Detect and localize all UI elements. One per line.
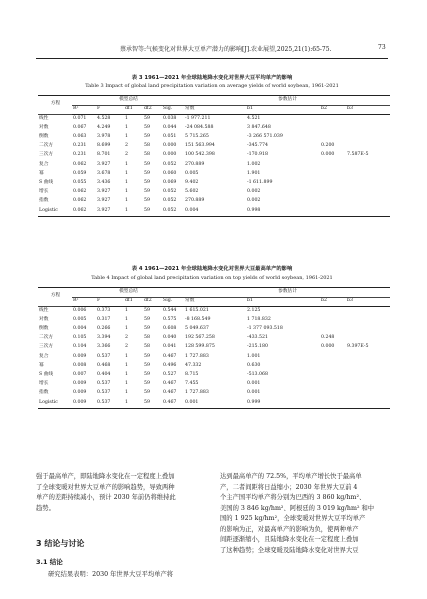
table-cell (346, 325, 390, 334)
table-cell: 2 (125, 335, 128, 341)
table-cell: 1 (125, 198, 128, 204)
table-cell: 0.059 (73, 170, 87, 176)
table-cell: 8.715 (185, 372, 199, 378)
table-cell: -8 168.549 (185, 316, 211, 322)
table-cell: 4.249 (97, 124, 111, 130)
text-line: 强于最高单产，即陆地降水变化在一定程度上叠加 (36, 473, 175, 480)
table-cell: 1 (125, 353, 128, 359)
table-cell: 1 (125, 124, 128, 130)
table-cell: 59 (143, 206, 162, 216)
table-cell (320, 325, 346, 334)
row-label: 增长 (39, 381, 49, 387)
table-cell: 1 (125, 161, 128, 167)
table-cell: 0.373 (97, 307, 111, 313)
table-cell (346, 316, 390, 325)
table-cell: 1 (125, 390, 128, 396)
running-header (0, 44, 427, 58)
table-cell: 0.467 (162, 398, 184, 408)
table4-col-header: F (96, 297, 124, 306)
table-row (38, 179, 390, 188)
table-cell: 0.404 (97, 372, 111, 378)
table-cell: 0.266 (97, 326, 111, 332)
table-cell: 3.927 (96, 206, 124, 216)
table-cell: 0.008 (73, 362, 87, 368)
table-cell: 7.455 (185, 381, 199, 387)
row-label: 指数 (39, 390, 49, 396)
table-cell: 128 599.875 (185, 344, 215, 350)
table-row (38, 371, 390, 380)
table-cell: 0.630 (247, 362, 261, 368)
table-cell (320, 389, 346, 398)
row-label: 对数 (39, 124, 49, 130)
table4 (38, 287, 390, 409)
table-cell: 0.608 (163, 326, 177, 332)
table-cell (320, 362, 346, 371)
table-cell: 0.537 (96, 398, 124, 408)
table-cell: 0.527 (163, 372, 177, 378)
table-cell: 0.998 (246, 206, 320, 216)
table-row (38, 316, 390, 325)
table-cell: 0.000 (163, 143, 177, 149)
table-cell: 0.231 (73, 143, 87, 149)
table-cell: -1 377 093.518 (247, 326, 283, 332)
table-cell (320, 160, 346, 169)
table-cell: 0.009 (73, 353, 87, 359)
row-label: 幂 (39, 170, 44, 176)
table4-caption-en: Table 4 Impact of global land precipitation variation on top yields of world soybean, 1961-2021 (91, 275, 333, 281)
table-cell: 1.002 (247, 161, 261, 167)
table4-param-header: 参数估计 (184, 288, 390, 298)
table-cell: 1 727.883 (185, 390, 209, 396)
table-cell (320, 124, 346, 133)
table3-model-summary-header: 模型总结 (72, 96, 184, 106)
text-line: 趋势。 (36, 504, 55, 512)
left-paragraph (36, 472, 206, 514)
table3-col-header: R² (72, 105, 96, 114)
table-cell (320, 197, 346, 206)
section-heading: 3 结论与讨论 (36, 539, 85, 548)
row-label: 指数 (39, 198, 49, 204)
table-row (38, 343, 390, 352)
table-cell: 1 727.883 (185, 353, 209, 359)
table-cell (320, 114, 346, 124)
table-cell (320, 352, 346, 361)
table-cell (320, 371, 346, 380)
row-label: 三次方 (39, 152, 54, 158)
table-cell: 8.699 (97, 143, 111, 149)
table-row (38, 362, 390, 371)
table-cell: 0.467 (163, 353, 177, 359)
table-cell: 1 (124, 398, 143, 408)
text-line: 国的 1 925 kg/hm²，全球变暖对世界大豆平均单产 (220, 515, 366, 522)
table-cell: -513.068 (247, 372, 268, 378)
table-cell: 0.009 (73, 381, 87, 387)
page-number: 73 (378, 44, 386, 51)
table-cell: 0.005 (73, 316, 87, 322)
table-cell: 59 (144, 198, 150, 204)
table-cell: 0.002 (247, 189, 261, 195)
table-cell: 0.537 (97, 390, 111, 396)
table-cell: 0.005 (185, 170, 199, 176)
table-cell (320, 170, 346, 179)
table-row (38, 124, 390, 133)
table-cell: 0.001 (247, 381, 261, 387)
table-row (38, 114, 390, 124)
table4-col-header: b1 (246, 297, 320, 306)
table-cell: 0.067 (73, 124, 87, 130)
table4-col-header: 常数 (184, 297, 246, 306)
table-cell: 0.052 (163, 198, 177, 204)
table-cell: 59 (144, 326, 150, 332)
table-cell (346, 170, 390, 179)
table-cell: 9.397E-5 (347, 344, 369, 350)
table4-col-header: df2 (143, 297, 162, 306)
table-cell: 0.200 (321, 143, 335, 149)
table-cell: 0.041 (163, 344, 177, 350)
table-cell: 59 (144, 381, 150, 387)
table-cell: 0.317 (97, 316, 111, 322)
table-cell: 9.402 (185, 180, 199, 186)
table3-col-header: F (96, 105, 124, 114)
table-cell: 0.055 (73, 180, 87, 186)
table-cell (320, 306, 346, 316)
table-cell: 0.060 (163, 170, 177, 176)
table-row (38, 197, 390, 206)
table-cell: 0.000 (321, 152, 335, 158)
row-label: 复合 (39, 353, 49, 359)
table-cell: 3.978 (97, 134, 111, 140)
table-cell: 5 715.265 (185, 134, 209, 140)
table-cell: 0.105 (73, 335, 87, 341)
table-cell (320, 133, 346, 142)
table-cell: 0.999 (246, 398, 320, 408)
table-cell: -24 084.588 (185, 124, 214, 130)
table-cell: 0.007 (73, 372, 87, 378)
table-cell: 59 (144, 170, 150, 176)
table-cell: 3.394 (97, 335, 111, 341)
table-cell: 58 (144, 143, 150, 149)
text-line: 了这种趋势；全球变暖及陆地降水变化对世界大豆 (220, 546, 359, 554)
table-cell: 0.052 (163, 161, 177, 167)
table-cell: 0.467 (163, 390, 177, 396)
table-cell: 59 (144, 124, 150, 130)
table-row (38, 160, 390, 169)
table-cell: 3.927 (97, 189, 111, 195)
row-label: 线性 (39, 115, 49, 121)
table-cell: 0.062 (73, 189, 87, 195)
table-cell (346, 142, 390, 151)
table-cell (346, 380, 390, 389)
table-cell: 0.051 (163, 134, 177, 140)
subsection-heading: 3.1 结论 (36, 558, 63, 566)
text-line: 了全球变暖对世界大豆单产的影响趋势，导致两种 (36, 483, 175, 491)
table-cell (346, 188, 390, 197)
table-cell: -1 611.899 (247, 180, 273, 186)
row-label: S 曲线 (39, 372, 54, 378)
table-cell (346, 160, 390, 169)
table3-col-header: b2 (320, 105, 346, 114)
table-cell (320, 398, 346, 408)
table-cell: 2.125 (247, 307, 261, 313)
right-paragraph (220, 472, 390, 556)
table-cell: 1.901 (247, 170, 261, 176)
text-line: 达到最高单产的 72.5%，平均单产增长快于最高单 (220, 473, 362, 480)
text-line: 的影响为正，对最高单产的影响为负，使两种单产 (220, 525, 359, 533)
text-line: 间距逐渐缩小，且陆地降水变化在一定程度上叠加 (220, 536, 359, 543)
table-cell: 1 (125, 372, 128, 378)
row-label: 复合 (39, 161, 49, 167)
table-cell: 0.575 (163, 316, 177, 322)
table-cell: 59 (144, 372, 150, 378)
table-cell: 0.062 (73, 161, 87, 167)
table-cell: 4.528 (97, 115, 111, 121)
table4-col-header: b2 (320, 297, 346, 306)
table4-col-header: b3 (346, 297, 390, 306)
table4-col-header: df1 (124, 297, 143, 306)
table4-method-header: 方程 (38, 288, 72, 307)
table-cell: 1 (125, 381, 128, 387)
table3-col-header: b1 (246, 105, 320, 114)
table-cell: 3.927 (97, 198, 111, 204)
table3-caption-en: Table 3 Impact of global land precipitation variation on average yields of world soybean, 1961-2021 (85, 83, 339, 89)
table-cell: 1 718.832 (247, 316, 271, 322)
text-line: 单产的差距持续减小，预计 2030 年前仍将维持此 (36, 494, 176, 501)
table-cell: 0.004 (73, 326, 87, 332)
row-label: 倒数 (39, 134, 49, 140)
table-cell: 0.063 (73, 134, 87, 140)
table-cell: 0.052 (162, 206, 184, 216)
table-cell: 59 (144, 353, 150, 359)
table-cell: 0.537 (97, 353, 111, 359)
table-cell: 0.006 (73, 307, 87, 313)
table-cell: 151 563.994 (185, 143, 215, 149)
table-cell (346, 197, 390, 206)
table-cell: -433.521 (247, 335, 268, 341)
table-row (38, 325, 390, 334)
table-cell: 0.071 (73, 115, 87, 121)
left-paragraph-2 (36, 570, 206, 581)
table-cell: 3.436 (97, 180, 111, 186)
table-cell: 59 (143, 398, 162, 408)
table-cell: 0.468 (97, 362, 111, 368)
table-cell (346, 206, 390, 216)
table-row (38, 142, 390, 151)
table3-col-header: df2 (143, 105, 162, 114)
row-label: 三次方 (39, 344, 54, 350)
header-rule (36, 58, 388, 59)
table-cell: 1 (125, 115, 128, 121)
table-cell (320, 380, 346, 389)
table-cell: 1 (125, 362, 128, 368)
table-cell: 47.332 (185, 362, 202, 368)
table-cell: 59 (144, 362, 150, 368)
table-cell: 4.521 (247, 115, 261, 121)
table4-model-summary-header: 模型总结 (72, 288, 184, 298)
table-cell (346, 352, 390, 361)
table-cell: 270.889 (185, 198, 205, 204)
header-citation: 蔡承智等:气候变化对世界大豆单产潜力的影响[J].农业展望,2025,21(1):65-75. (120, 46, 332, 53)
row-label: 对数 (39, 316, 49, 322)
table-cell: 0.062 (72, 206, 96, 216)
table-cell: 8.701 (97, 152, 111, 158)
table-cell: 0.000 (321, 344, 335, 350)
table-cell: 0.009 (72, 398, 96, 408)
row-label: 幂 (39, 362, 44, 368)
table-row (38, 151, 390, 160)
table-cell: 0.001 (247, 390, 261, 396)
row-label: 线性 (39, 307, 49, 313)
table-cell: 58 (144, 152, 150, 158)
table-cell: 59 (144, 161, 150, 167)
text-line: 美国的 3 846 kg/hm²、阿根廷的 3 019 kg/hm² 和中 (220, 504, 375, 512)
table-cell: 1.001 (247, 353, 261, 359)
table-cell: 192 567.258 (185, 335, 215, 341)
table-cell (320, 188, 346, 197)
table-row (38, 188, 390, 197)
table-cell: 0.544 (163, 307, 177, 313)
table-cell: 0.496 (163, 362, 177, 368)
table3-col-header: df1 (124, 105, 143, 114)
row-label: 增长 (39, 189, 49, 195)
table-cell: 59 (144, 390, 150, 396)
table-cell (346, 124, 390, 133)
row-label: Logistic (38, 206, 72, 216)
table3 (38, 95, 390, 217)
table-row (38, 306, 390, 316)
table-row (38, 133, 390, 142)
text-line: 个主产国平均单产将分别为巴西的 3 860 kg/hm²、 (220, 494, 366, 501)
table-cell: 1 (125, 134, 128, 140)
table-cell: 59 (144, 180, 150, 186)
table-cell: 0.009 (73, 390, 87, 396)
table-cell (346, 133, 390, 142)
table-cell: 0.002 (247, 198, 261, 204)
table-cell: 0.069 (163, 180, 177, 186)
table-cell: 0.537 (97, 381, 111, 387)
table-row (38, 389, 390, 398)
table3-col-header: 常数 (184, 105, 246, 114)
table-row (38, 380, 390, 389)
table-cell: 3.927 (97, 161, 111, 167)
table-cell: -170.918 (247, 152, 268, 158)
table-cell: 0.004 (184, 206, 246, 216)
table-cell (346, 179, 390, 188)
table-cell: 59 (144, 316, 150, 322)
table3-col-header: Sig. (162, 105, 184, 114)
table-cell: -3 266 571.039 (247, 134, 283, 140)
row-label: 倒数 (39, 326, 49, 332)
table-cell: -215.180 (247, 344, 268, 350)
table-cell: 59 (144, 189, 150, 195)
table4-caption-cn: 表 4 1961—2021 年全球陆地降水变化对世界大豆最高单产的影响 (131, 266, 293, 272)
table-cell (346, 398, 390, 408)
table-cell: 1 615.021 (185, 307, 209, 313)
text-line: 研究结果表明：2030 年世界大豆平均单产将 (48, 571, 174, 578)
table3-caption-cn: 表 3 1961—2021 年全球陆地降水变化对世界大豆平均单产的影响 (131, 75, 293, 81)
table-row (38, 398, 390, 408)
table-cell: 58 (144, 344, 150, 350)
table-cell: 0.052 (163, 189, 177, 195)
table-cell: 1 (125, 180, 128, 186)
table-cell: 1 (125, 307, 128, 313)
table-cell: 0.038 (163, 115, 177, 121)
table-cell: 59 (144, 134, 150, 140)
table-cell: 0.231 (73, 152, 87, 158)
table-cell: 3.678 (97, 170, 111, 176)
table4-col-header: R² (72, 297, 96, 306)
table-cell: -1 977.211 (185, 115, 211, 121)
table-row (38, 206, 390, 216)
table3-param-header: 参数估计 (184, 96, 390, 106)
table-cell (346, 389, 390, 398)
row-label: Logistic (38, 398, 72, 408)
table-cell: 5 049.637 (185, 326, 209, 332)
table-cell: 5.602 (185, 189, 199, 195)
table-row (38, 352, 390, 361)
table3-col-header: b3 (346, 105, 390, 114)
table-cell: 1 (124, 206, 143, 216)
table-cell: 7.587E-5 (347, 152, 369, 158)
table-cell (346, 334, 390, 343)
table-cell (346, 362, 390, 371)
table-cell: 0.248 (321, 335, 335, 341)
table-cell: -345.774 (247, 143, 268, 149)
table3-method-header: 方程 (38, 96, 72, 115)
table-cell: 2 (125, 143, 128, 149)
table-cell: 59 (144, 115, 150, 121)
table-cell: 59 (144, 307, 150, 313)
table-cell (320, 316, 346, 325)
table-cell: 0.040 (163, 335, 177, 341)
table-cell (320, 179, 346, 188)
row-label: 二次方 (39, 335, 54, 341)
table-cell: 3 847.648 (247, 124, 271, 130)
table-cell: 1 (125, 189, 128, 195)
table-cell: 0.000 (163, 152, 177, 158)
row-label: S 曲线 (39, 180, 54, 186)
table-cell: 0.467 (163, 381, 177, 387)
table-cell: 1 (125, 326, 128, 332)
table-cell: 0.044 (163, 124, 177, 130)
text-line: 产，二者间距将日益缩小；2030 年世界大豆前 4 (220, 483, 358, 491)
table4-col-header: Sig. (162, 297, 184, 306)
table-cell: 1 (125, 170, 128, 176)
table-cell: 100 542.398 (185, 152, 215, 158)
table-cell: 270.889 (185, 161, 205, 167)
table-cell: 0.062 (73, 198, 87, 204)
table-cell: 3.366 (97, 344, 111, 350)
table-row (38, 334, 390, 343)
table-cell (346, 306, 390, 316)
table-cell: 58 (144, 335, 150, 341)
row-label: 二次方 (39, 143, 54, 149)
table-cell: 2 (125, 344, 128, 350)
table-cell: 0.104 (73, 344, 87, 350)
table-cell: 2 (125, 152, 128, 158)
table-cell: 1 (125, 316, 128, 322)
table-row (38, 170, 390, 179)
table-cell (346, 114, 390, 124)
table-cell (320, 206, 346, 216)
table-cell: 0.001 (184, 398, 246, 408)
table-cell (346, 371, 390, 380)
